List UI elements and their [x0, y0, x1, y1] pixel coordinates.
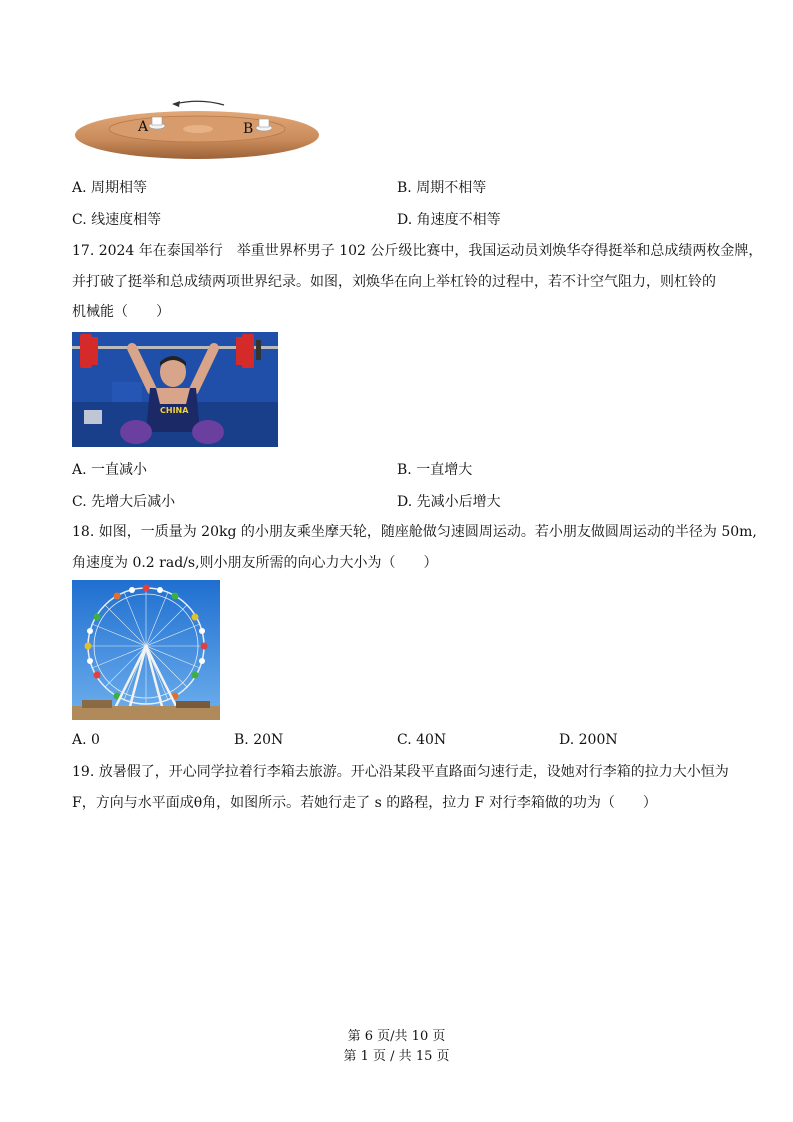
q18-option-b[interactable]: B. 20N: [234, 732, 284, 748]
q16-option-d[interactable]: D. 角速度不相等: [397, 212, 501, 228]
q18-option-c[interactable]: C. 40N: [397, 732, 447, 748]
q19-stem-line2: F，方向与水平面成θ角，如图所示。若她行走了 s 的路程，拉力 F 对行李箱做的功为（ ）: [72, 795, 657, 811]
ferris-wheel-photo: [72, 580, 220, 720]
q16-option-b[interactable]: B. 周期不相等: [397, 180, 487, 196]
q17-option-b[interactable]: B. 一直增大: [397, 462, 473, 478]
q17-option-d[interactable]: D. 先减小后增大: [397, 494, 501, 510]
q18-option-a[interactable]: A. 0: [72, 732, 100, 748]
q17-stem-line2: 并打破了挺举和总成绩两项世界纪录。如图，刘焕华在向上举杠铃的过程中，若不计空气阻力，则杠铃的: [72, 274, 716, 290]
q19-stem-line1: 19. 放暑假了，开心同学拉着行李箱去旅游。开心沿某段平直路面匀速行走，设她对行李箱的拉力大小恒为: [72, 764, 729, 780]
page-number-inner: 第 6 页/共 10 页: [347, 1029, 446, 1044]
q18-stem-line2: 角速度为 0.2 rad/s,则小朋友所需的向心力大小为（ ）: [72, 555, 438, 571]
rotation-arrow: [174, 101, 224, 105]
q17-option-a[interactable]: A. 一直减小: [72, 462, 148, 478]
q18-stem-line1: 18. 如图，一质量为 20kg 的小朋友乘坐摩天轮，随座舱做匀速圆周运动。若小朋友做圆周运动的半径为 50m,: [72, 524, 757, 540]
weightlifter-photo: [72, 332, 278, 447]
label-a: A: [138, 119, 149, 135]
q17-stem-line3: 机械能（ ）: [72, 304, 170, 320]
page-number-outer: 第 1 页 / 共 15 页: [343, 1049, 450, 1064]
jersey-text: CHINA: [160, 406, 189, 415]
q17-option-c[interactable]: C. 先增大后减小: [72, 494, 176, 510]
q17-stem-line1: 17. 2024 年在泰国举行 举重世界杯男子 102 公斤级比赛中，我国运动员刘焕华夺得挺举和总成绩两枚金牌，: [72, 243, 763, 259]
label-b: B: [243, 121, 254, 137]
q16-option-a[interactable]: A. 周期相等: [72, 180, 148, 196]
q18-option-d[interactable]: D. 200N: [559, 732, 618, 748]
turntable-figure: [72, 95, 322, 165]
q16-option-c[interactable]: C. 线速度相等: [72, 212, 162, 228]
